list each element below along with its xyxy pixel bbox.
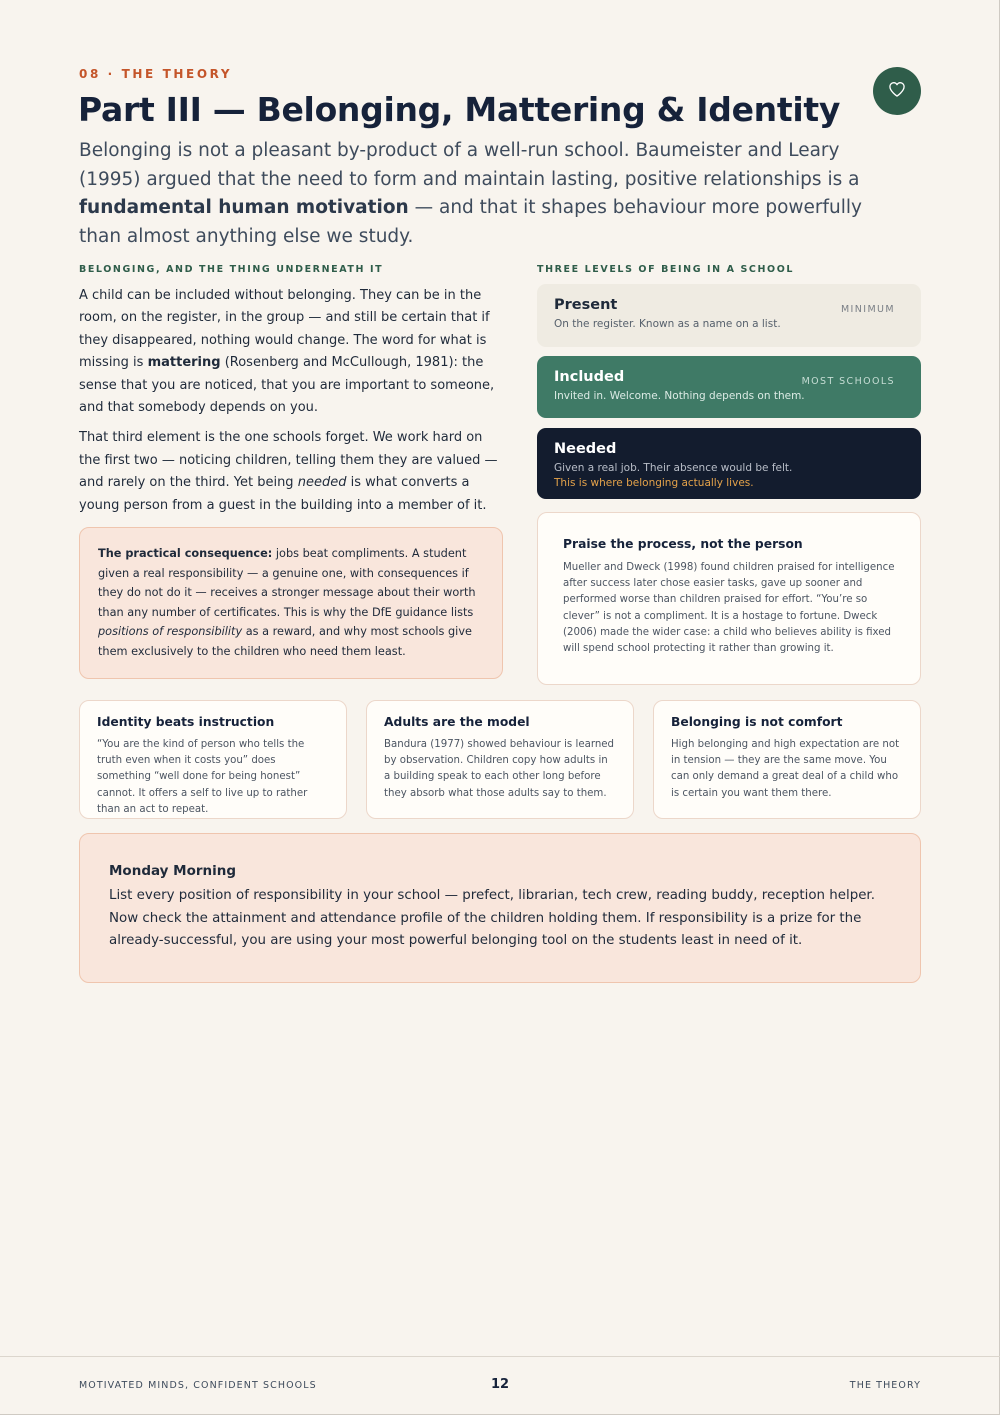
body-emphasis: mattering	[147, 355, 221, 371]
callout-italic: positions of responsibility	[98, 625, 243, 639]
level-description: Invited in. Welcome. Nothing depends on them.	[554, 390, 805, 402]
level-name: Included	[554, 369, 625, 385]
body-paragraph-2	[79, 427, 503, 517]
card-body: High belonging and high expectation are not in tension — they are the same move. You can only demand a great deal of a child who is certain you want them there.	[671, 739, 900, 799]
adults-model-card	[366, 700, 634, 819]
card-title: Praise the process, not the person	[563, 537, 803, 551]
level-note: This is where belonging actually lives.	[554, 477, 754, 489]
lede-text-end: — and that it shapes behaviour more powerfully than almost anything else we study.	[79, 197, 862, 247]
footer-section: THE THEORY	[849, 1380, 921, 1391]
callout-text-end: as a reward, and why most schools give them exclusively to the children who need them least.	[98, 625, 472, 658]
body-text: A child can be included without belonging. They can be in the room, on the register, in the group — and still be certain that if they disappeared, nothing would change. The word for what is missing is	[79, 288, 490, 371]
callout-text: jobs beat compliments. A student given a real responsibility — a genuine one, with consequences if they do not do it — receives a stronger message about their worth than any number of certificates. This is why the DfE guidance lists	[98, 547, 476, 619]
practical-consequence-callout	[79, 527, 503, 679]
card-title: Belonging is not comfort	[671, 715, 843, 729]
section-kicker: 08 · THE THEORY	[79, 67, 233, 81]
card-body: “You are the kind of person who tells the truth even when it costs you” does something “well done for being honest” cannot. It offers a self to live up to rather than an act to repeat.	[97, 739, 308, 815]
card-title: Adults are the model	[384, 715, 530, 729]
identity-card	[79, 700, 347, 819]
callout-heading: The practical consequence:	[98, 547, 273, 560]
monday-morning-panel	[79, 833, 921, 983]
level-included	[537, 356, 921, 418]
monday-title: Monday Morning	[109, 863, 237, 879]
page-title: Part III — Belonging, Mattering & Identity	[78, 90, 841, 129]
left-section-label: BELONGING, AND THE THING UNDERNEATH IT	[79, 264, 384, 275]
level-name: Needed	[554, 441, 617, 457]
card-title: Identity beats instruction	[97, 715, 275, 729]
lede-paragraph	[79, 137, 869, 251]
level-name: Present	[554, 297, 618, 313]
body-paragraph-1	[79, 285, 503, 419]
body-text: That third element is the one schools forget. We work hard on the first two — noticing children, telling them they are valued — and rarely on the third. Yet being	[79, 430, 498, 491]
footer-divider	[0, 1356, 1000, 1357]
level-tag: MOST SCHOOLS	[801, 376, 895, 387]
level-description: On the register. Known as a name on a list.	[554, 318, 781, 330]
heart-badge	[873, 67, 921, 115]
levels-section-label: THREE LEVELS OF BEING IN A SCHOOL	[537, 264, 795, 275]
monday-body: List every position of responsibility in your school — prefect, librarian, tech crew, reading buddy, reception helper. Now check the attainment and attendance profile of the children holding them. If responsibility is a prize for the already-successful, you are using your most powerful belonging tool on the students least in need of it.	[109, 888, 875, 949]
page-number: 12	[490, 1377, 510, 1392]
body-text: is what converts a young person from a guest in the building into a member of it.	[79, 475, 487, 513]
card-body: Mueller and Dweck (1998) found children praised for intelligence after success later chose easier tasks, gave up sooner and performed worse than children praised for effort. “You’re so clever” is not a compliment. It is a hostage to fortune. Dweck (2006) made the wider case: a child who believes ability is fixed will spend school protecting it rather than growing it.	[563, 562, 895, 655]
heart-icon	[887, 79, 907, 103]
level-description: Given a real job. Their absence would be felt.	[554, 462, 793, 474]
level-tag: MINIMUM	[840, 304, 895, 315]
body-italic: needed	[297, 475, 347, 491]
lede-emphasis: fundamental human motivation	[79, 197, 409, 218]
footer-book-title: MOTIVATED MINDS, CONFIDENT SCHOOLS	[79, 1380, 317, 1391]
body-text: (Rosenberg and McCullough, 1981): the sense that you are noticed, that you are important to someone, and that somebody depends on you.	[79, 355, 495, 416]
card-body: Bandura (1977) showed behaviour is learned by observation. Children copy how adults in a building speak to each other long before they absorb what those adults say to them.	[384, 739, 615, 799]
body-column	[79, 285, 503, 525]
lede-text: Belonging is not a pleasant by-product of a well-run school. Baumeister and Leary (1995) argued that the need to form and maintain lasting, positive relationships is a	[79, 140, 860, 190]
praise-card	[537, 512, 921, 685]
level-needed	[537, 428, 921, 499]
belonging-comfort-card	[653, 700, 921, 819]
level-present	[537, 284, 921, 347]
